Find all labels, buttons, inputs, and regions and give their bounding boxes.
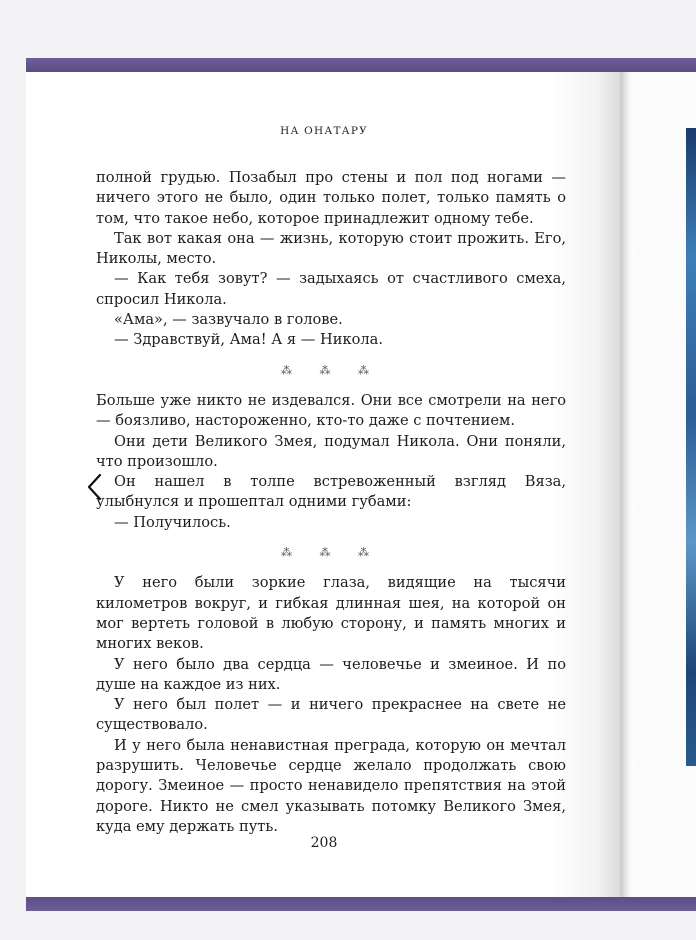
- page-number: 208: [310, 835, 338, 851]
- paragraph: У него был полет — и ничего прекраснее на свете не существовало.: [96, 696, 566, 734]
- chevron-left-icon[interactable]: [84, 472, 106, 502]
- book-edge-bottom: [26, 897, 696, 911]
- paragraph: Он нашел в толпе встревоженный взгляд Вяза, улыбнулся и прошептал одними губами:: [96, 473, 566, 511]
- paragraph: Они дети Великого Змея, подумал Никола. Они поняли, что произошло.: [96, 432, 566, 470]
- paragraph: «Ама», — зазвучало в голове.: [114, 311, 343, 329]
- paragraph: — Получилось.: [114, 513, 231, 531]
- book-gutter: [620, 72, 634, 897]
- paragraph: полной грудью. Позабыл про стены и пол под ногами — ничего этого не было, один только полет, только память о том, что такое небо, которое принадлежит одному тебе.: [96, 169, 566, 227]
- running-head: НА ОНАТАРУ: [280, 125, 368, 137]
- paragraph: — Как тебя зовут? — задыхаясь от счастливого смеха, спросил Никола.: [96, 270, 566, 308]
- paragraph: У него были зоркие глаза, видящие на тысячи километров вокруг, и гибкая длинная шея, на которой он мог вертеть головой в любую сторону, и память многих и многих веков.: [96, 574, 566, 653]
- paragraph: И у него была ненавистная преграда, которую он мечтал разрушить. Человечье сердце желало продолжать свою дорогу. Змеиное — просто ненавидело препятствия на этой дороге. Никто не смел указывать потомку Великого Змея, куда ему держать путь.: [96, 736, 566, 835]
- page-text: [96, 168, 566, 837]
- paragraph: У него было два сердца — человечье и змеиное. И по душе на каждое из них.: [96, 655, 566, 693]
- book-edge-top: [26, 58, 696, 72]
- section-separator: ⁂ ⁂ ⁂: [281, 363, 381, 377]
- section-separator: ⁂ ⁂ ⁂: [281, 546, 381, 560]
- paragraph: — Здравствуй, Ама! А я — Никола.: [114, 331, 383, 349]
- paragraph: Больше уже никто не издевался. Они все смотрели на него — боязливо, настороженно, кто-то даже с почтением.: [96, 391, 566, 430]
- paragraph: Так вот какая она — жизнь, которую стоит прожить. Его, Николы, место.: [96, 229, 566, 268]
- illustration-edge: [686, 128, 696, 766]
